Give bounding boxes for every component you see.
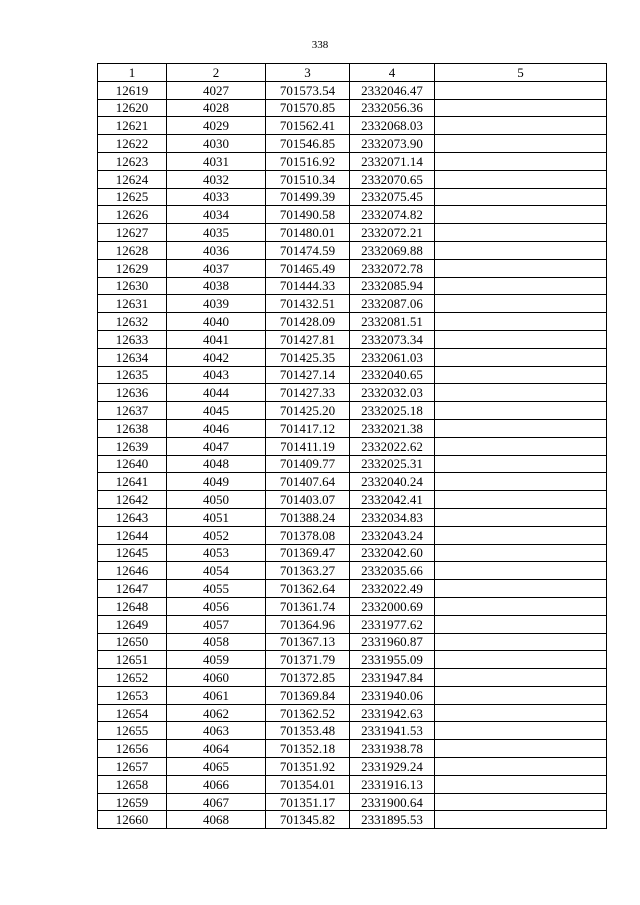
table-cell: 4060	[167, 669, 266, 687]
table-cell: 701353.48	[266, 722, 350, 740]
table-cell: 4044	[167, 384, 266, 402]
table-cell: 2332068.03	[350, 117, 435, 135]
table-row	[98, 526, 607, 544]
table-cell	[435, 170, 607, 188]
table-row	[98, 473, 607, 491]
table-cell: 12637	[98, 402, 167, 420]
table-cell: 701510.34	[266, 170, 350, 188]
table-cell: 2331895.53	[350, 811, 435, 829]
table-cell: 12619	[98, 81, 167, 99]
table-row	[98, 402, 607, 420]
table-cell: 4032	[167, 170, 266, 188]
table-cell: 12651	[98, 651, 167, 669]
table-row	[98, 259, 607, 277]
table-cell: 4046	[167, 419, 266, 437]
table-cell	[435, 669, 607, 687]
table-cell	[435, 384, 607, 402]
table-cell	[435, 562, 607, 580]
table-cell: 12634	[98, 348, 167, 366]
table-cell: 2331900.64	[350, 793, 435, 811]
table-cell: 2332040.24	[350, 473, 435, 491]
table-cell	[435, 366, 607, 384]
table-row	[98, 740, 607, 758]
table-cell: 2331947.84	[350, 669, 435, 687]
table-cell: 2332072.21	[350, 224, 435, 242]
table-cell: 701354.01	[266, 775, 350, 793]
table-row	[98, 348, 607, 366]
table-cell	[435, 135, 607, 153]
table-cell: 701345.82	[266, 811, 350, 829]
table-cell: 2331938.78	[350, 740, 435, 758]
table-cell: 701378.08	[266, 526, 350, 544]
table-cell: 2332075.45	[350, 188, 435, 206]
table-cell	[435, 740, 607, 758]
table-cell: 12649	[98, 615, 167, 633]
table-cell: 4040	[167, 313, 266, 331]
table-cell: 2331941.53	[350, 722, 435, 740]
table-row	[98, 384, 607, 402]
table-cell: 12658	[98, 775, 167, 793]
table-row	[98, 206, 607, 224]
table-cell: 4067	[167, 793, 266, 811]
table-cell: 2332021.38	[350, 419, 435, 437]
table-row	[98, 722, 607, 740]
table-cell: 4068	[167, 811, 266, 829]
table-cell: 12629	[98, 259, 167, 277]
table-cell: 12654	[98, 704, 167, 722]
table-cell: 2332070.65	[350, 170, 435, 188]
table-cell: 12631	[98, 295, 167, 313]
table-cell: 2332042.41	[350, 491, 435, 509]
table-row	[98, 651, 607, 669]
table-cell: 2331977.62	[350, 615, 435, 633]
table-cell: 2332034.83	[350, 508, 435, 526]
table-cell: 701351.92	[266, 758, 350, 776]
column-header: 2	[167, 64, 266, 82]
table-cell: 701411.19	[266, 437, 350, 455]
table-cell	[435, 508, 607, 526]
table-row	[98, 597, 607, 615]
table-cell	[435, 526, 607, 544]
table-row	[98, 615, 607, 633]
table-cell: 12646	[98, 562, 167, 580]
table-row	[98, 544, 607, 562]
table-row	[98, 419, 607, 437]
coordinates-table	[97, 63, 607, 829]
table-cell: 4034	[167, 206, 266, 224]
table-cell: 4039	[167, 295, 266, 313]
table-cell: 701417.12	[266, 419, 350, 437]
table-cell: 2332046.47	[350, 81, 435, 99]
table-row	[98, 686, 607, 704]
table-cell: 4058	[167, 633, 266, 651]
table-cell: 701465.49	[266, 259, 350, 277]
page-number: 338	[311, 39, 329, 51]
table-cell: 701444.33	[266, 277, 350, 295]
table-cell: 12627	[98, 224, 167, 242]
table-cell: 2332085.94	[350, 277, 435, 295]
table-row	[98, 562, 607, 580]
table-cell: 2332073.90	[350, 135, 435, 153]
table-cell: 4041	[167, 330, 266, 348]
table-row	[98, 508, 607, 526]
table-cell: 701371.79	[266, 651, 350, 669]
table-row	[98, 224, 607, 242]
table-row	[98, 313, 607, 331]
table-cell: 4066	[167, 775, 266, 793]
table-row	[98, 277, 607, 295]
table-cell: 701364.96	[266, 615, 350, 633]
table-cell: 2331940.06	[350, 686, 435, 704]
table-cell: 12635	[98, 366, 167, 384]
table-row	[98, 669, 607, 687]
table-row	[98, 170, 607, 188]
table-cell: 4052	[167, 526, 266, 544]
table-cell: 2332022.62	[350, 437, 435, 455]
table-cell: 12633	[98, 330, 167, 348]
table-cell: 2332000.69	[350, 597, 435, 615]
table-row	[98, 633, 607, 651]
table-cell	[435, 455, 607, 473]
table-cell	[435, 241, 607, 259]
table-cell: 12621	[98, 117, 167, 135]
table-cell: 701499.39	[266, 188, 350, 206]
table-cell: 12657	[98, 758, 167, 776]
table-cell: 701403.07	[266, 491, 350, 509]
table-row	[98, 793, 607, 811]
table-cell: 2332025.18	[350, 402, 435, 420]
table-cell: 12632	[98, 313, 167, 331]
table-cell: 2332061.03	[350, 348, 435, 366]
table-cell: 4059	[167, 651, 266, 669]
table-cell: 701546.85	[266, 135, 350, 153]
table-cell: 2332043.24	[350, 526, 435, 544]
table-cell: 2332035.66	[350, 562, 435, 580]
table-cell: 4064	[167, 740, 266, 758]
table-row	[98, 775, 607, 793]
column-header: 1	[98, 64, 167, 82]
table-row	[98, 295, 607, 313]
table-cell: 12620	[98, 99, 167, 117]
table-row	[98, 152, 607, 170]
table-cell	[435, 704, 607, 722]
table-cell: 12641	[98, 473, 167, 491]
table-cell	[435, 81, 607, 99]
table-cell: 4030	[167, 135, 266, 153]
table-cell: 12655	[98, 722, 167, 740]
table-cell: 12642	[98, 491, 167, 509]
table-cell: 4035	[167, 224, 266, 242]
table-cell: 701573.54	[266, 81, 350, 99]
table-cell: 701570.85	[266, 99, 350, 117]
table-row	[98, 580, 607, 598]
table-cell: 701428.09	[266, 313, 350, 331]
table-cell: 701432.51	[266, 295, 350, 313]
table-cell: 2331929.24	[350, 758, 435, 776]
table-cell: 701409.77	[266, 455, 350, 473]
table-cell: 4045	[167, 402, 266, 420]
table-cell: 4049	[167, 473, 266, 491]
table-cell: 701363.27	[266, 562, 350, 580]
table-cell	[435, 419, 607, 437]
table-row	[98, 81, 607, 99]
table-cell: 12660	[98, 811, 167, 829]
table-cell	[435, 473, 607, 491]
table-row	[98, 704, 607, 722]
table-cell: 2332081.51	[350, 313, 435, 331]
table-cell: 12656	[98, 740, 167, 758]
table-cell: 701425.20	[266, 402, 350, 420]
table-cell: 701480.01	[266, 224, 350, 242]
table-cell: 4027	[167, 81, 266, 99]
table-cell	[435, 811, 607, 829]
table-cell: 701351.17	[266, 793, 350, 811]
table-cell	[435, 437, 607, 455]
table-cell: 701369.47	[266, 544, 350, 562]
table-cell: 4042	[167, 348, 266, 366]
table-cell: 2332087.06	[350, 295, 435, 313]
table-cell	[435, 402, 607, 420]
table-cell: 4056	[167, 597, 266, 615]
table-cell: 2332073.34	[350, 330, 435, 348]
table-cell: 12653	[98, 686, 167, 704]
table-cell: 2332074.82	[350, 206, 435, 224]
table-cell: 12622	[98, 135, 167, 153]
table-cell: 701367.13	[266, 633, 350, 651]
table-cell: 12626	[98, 206, 167, 224]
table-cell: 4048	[167, 455, 266, 473]
table-cell: 701362.52	[266, 704, 350, 722]
table-cell	[435, 259, 607, 277]
table-cell	[435, 117, 607, 135]
table-cell: 2332025.31	[350, 455, 435, 473]
table-cell: 12639	[98, 437, 167, 455]
table-cell: 701407.64	[266, 473, 350, 491]
table-cell: 4063	[167, 722, 266, 740]
table-cell: 4050	[167, 491, 266, 509]
header-row	[98, 64, 607, 82]
table-cell: 4057	[167, 615, 266, 633]
table-row	[98, 330, 607, 348]
table-cell	[435, 758, 607, 776]
table-cell: 2331942.63	[350, 704, 435, 722]
table-cell: 701427.81	[266, 330, 350, 348]
table-cell: 12630	[98, 277, 167, 295]
column-header: 3	[266, 64, 350, 82]
table-cell: 701427.33	[266, 384, 350, 402]
table-cell: 701372.85	[266, 669, 350, 687]
table-cell: 12640	[98, 455, 167, 473]
table-cell: 12636	[98, 384, 167, 402]
table-cell	[435, 491, 607, 509]
table-row	[98, 135, 607, 153]
table-cell	[435, 152, 607, 170]
table-cell: 701516.92	[266, 152, 350, 170]
table-cell: 4065	[167, 758, 266, 776]
table-cell: 12638	[98, 419, 167, 437]
table-cell: 701562.41	[266, 117, 350, 135]
table-cell: 12659	[98, 793, 167, 811]
table-cell: 12625	[98, 188, 167, 206]
column-header: 5	[435, 64, 607, 82]
table-cell: 4036	[167, 241, 266, 259]
table-cell: 2332042.60	[350, 544, 435, 562]
table-cell	[435, 651, 607, 669]
table-cell: 2332022.49	[350, 580, 435, 598]
table-cell: 2332069.88	[350, 241, 435, 259]
table-cell: 701474.59	[266, 241, 350, 259]
table-cell: 701362.64	[266, 580, 350, 598]
table-cell: 12652	[98, 669, 167, 687]
table-cell	[435, 99, 607, 117]
table-row	[98, 99, 607, 117]
table-cell	[435, 206, 607, 224]
table-cell: 4033	[167, 188, 266, 206]
table-cell: 701361.74	[266, 597, 350, 615]
table-row	[98, 241, 607, 259]
column-header: 4	[350, 64, 435, 82]
table-cell: 12645	[98, 544, 167, 562]
table-row	[98, 437, 607, 455]
table-cell: 12647	[98, 580, 167, 598]
table-cell: 4028	[167, 99, 266, 117]
table-cell	[435, 330, 607, 348]
table-cell	[435, 188, 607, 206]
table-cell	[435, 544, 607, 562]
table-cell: 4029	[167, 117, 266, 135]
table-body	[98, 81, 607, 828]
table-cell: 4038	[167, 277, 266, 295]
table-row	[98, 758, 607, 776]
table-cell	[435, 224, 607, 242]
table-cell: 701427.14	[266, 366, 350, 384]
table-cell: 12648	[98, 597, 167, 615]
table-cell: 4062	[167, 704, 266, 722]
table-cell: 4061	[167, 686, 266, 704]
table-cell: 12643	[98, 508, 167, 526]
table-cell: 4053	[167, 544, 266, 562]
table-cell: 12650	[98, 633, 167, 651]
table-cell	[435, 313, 607, 331]
table-row	[98, 455, 607, 473]
table-cell: 2332056.36	[350, 99, 435, 117]
table-cell: 4043	[167, 366, 266, 384]
table-cell: 2331960.87	[350, 633, 435, 651]
table-cell: 12628	[98, 241, 167, 259]
table-cell: 12624	[98, 170, 167, 188]
table-cell: 4047	[167, 437, 266, 455]
table-cell	[435, 775, 607, 793]
table-cell: 12644	[98, 526, 167, 544]
table-cell: 2331916.13	[350, 775, 435, 793]
table-cell: 2332071.14	[350, 152, 435, 170]
table-cell	[435, 597, 607, 615]
table-cell	[435, 722, 607, 740]
table-cell: 4055	[167, 580, 266, 598]
table-cell	[435, 348, 607, 366]
table-cell	[435, 615, 607, 633]
table-cell: 2332072.78	[350, 259, 435, 277]
table-cell: 701490.58	[266, 206, 350, 224]
table-cell	[435, 295, 607, 313]
table-cell: 701425.35	[266, 348, 350, 366]
table-cell	[435, 686, 607, 704]
table-cell: 4037	[167, 259, 266, 277]
table-cell: 4054	[167, 562, 266, 580]
table-cell: 701388.24	[266, 508, 350, 526]
table-cell	[435, 580, 607, 598]
table-row	[98, 811, 607, 829]
table-cell: 4051	[167, 508, 266, 526]
table-cell: 12623	[98, 152, 167, 170]
table-cell: 701352.18	[266, 740, 350, 758]
table-row	[98, 117, 607, 135]
table-row	[98, 491, 607, 509]
table-cell: 701369.84	[266, 686, 350, 704]
table-cell: 2332032.03	[350, 384, 435, 402]
table-cell	[435, 633, 607, 651]
table-row	[98, 366, 607, 384]
table-cell: 2331955.09	[350, 651, 435, 669]
table-cell	[435, 277, 607, 295]
table-row	[98, 188, 607, 206]
table-cell: 4031	[167, 152, 266, 170]
table-cell: 2332040.65	[350, 366, 435, 384]
table-cell	[435, 793, 607, 811]
